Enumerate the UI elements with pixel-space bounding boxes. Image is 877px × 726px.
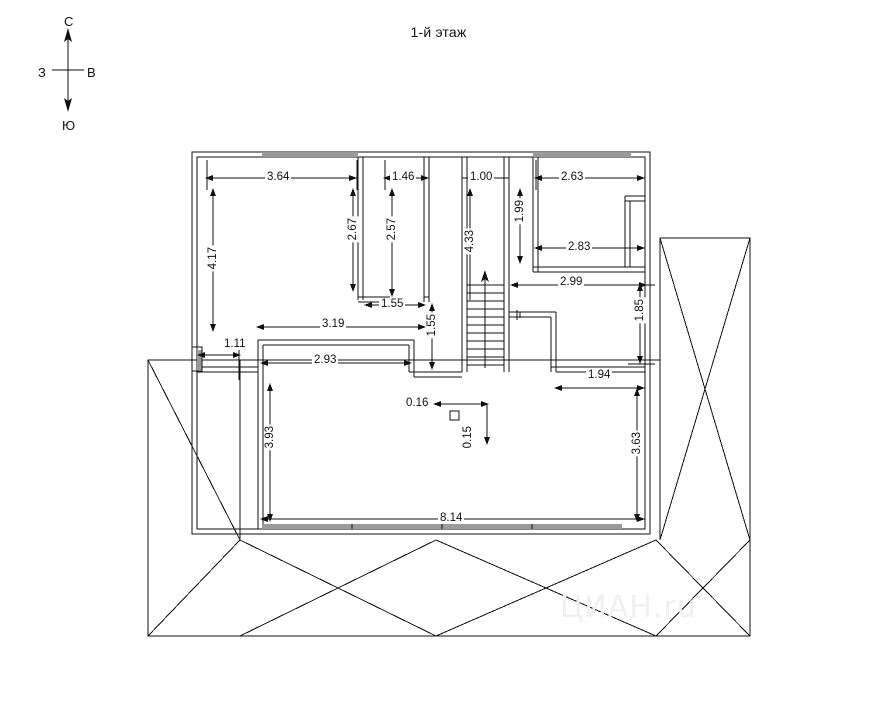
dimension-label-1-00: 1.00 [470, 171, 493, 183]
compass-label-north: С [64, 14, 74, 29]
dimension-label-0-16: 0.16 [406, 397, 429, 409]
dimension-label-0-15: 0.15 [462, 426, 474, 449]
interior-walls [192, 157, 645, 529]
dimension-label-8-14: 8.14 [440, 512, 463, 524]
compass-label-south: Ю [62, 118, 76, 133]
dimension-label-1-11: 1.11 [224, 338, 246, 350]
dimension-label-2-83: 2.83 [568, 241, 591, 253]
dimension-label-3-63: 3.63 [631, 432, 643, 455]
dimension-label-1-46: 1.46 [392, 171, 415, 183]
dimension-lines [197, 160, 655, 522]
dimension-label-3-64: 3.64 [267, 171, 290, 183]
dimension-label-2-57: 2.57 [386, 218, 398, 241]
staircase [467, 270, 504, 368]
page-title: 1-й этаж [410, 24, 467, 40]
dimension-label-2-93: 2.93 [314, 354, 337, 366]
dimension-label-3-93: 3.93 [264, 426, 276, 449]
house-outer-wall [192, 152, 650, 534]
dimension-label-1-94: 1.94 [588, 369, 611, 381]
watermark: ЦИАН.ru [560, 590, 697, 625]
plot-outline [148, 238, 750, 636]
dimension-label-2-63: 2.63 [561, 171, 584, 183]
dimension-label-1-55-a: 1.55 [381, 298, 404, 310]
dimension-label-4-17: 4.17 [207, 247, 219, 270]
compass-label-east: В [87, 65, 96, 80]
dimension-label-2-67: 2.67 [347, 218, 359, 241]
dimension-label-4-33: 4.33 [464, 230, 476, 253]
dimension-label-3-19: 3.19 [322, 318, 345, 330]
dimension-label-1-99: 1.99 [514, 200, 526, 223]
compass-label-west: З [38, 65, 46, 80]
dimension-label-1-85: 1.85 [634, 299, 646, 322]
dimension-label-1-55-b: 1.55 [426, 314, 438, 337]
dimension-label-2-99: 2.99 [560, 276, 583, 288]
